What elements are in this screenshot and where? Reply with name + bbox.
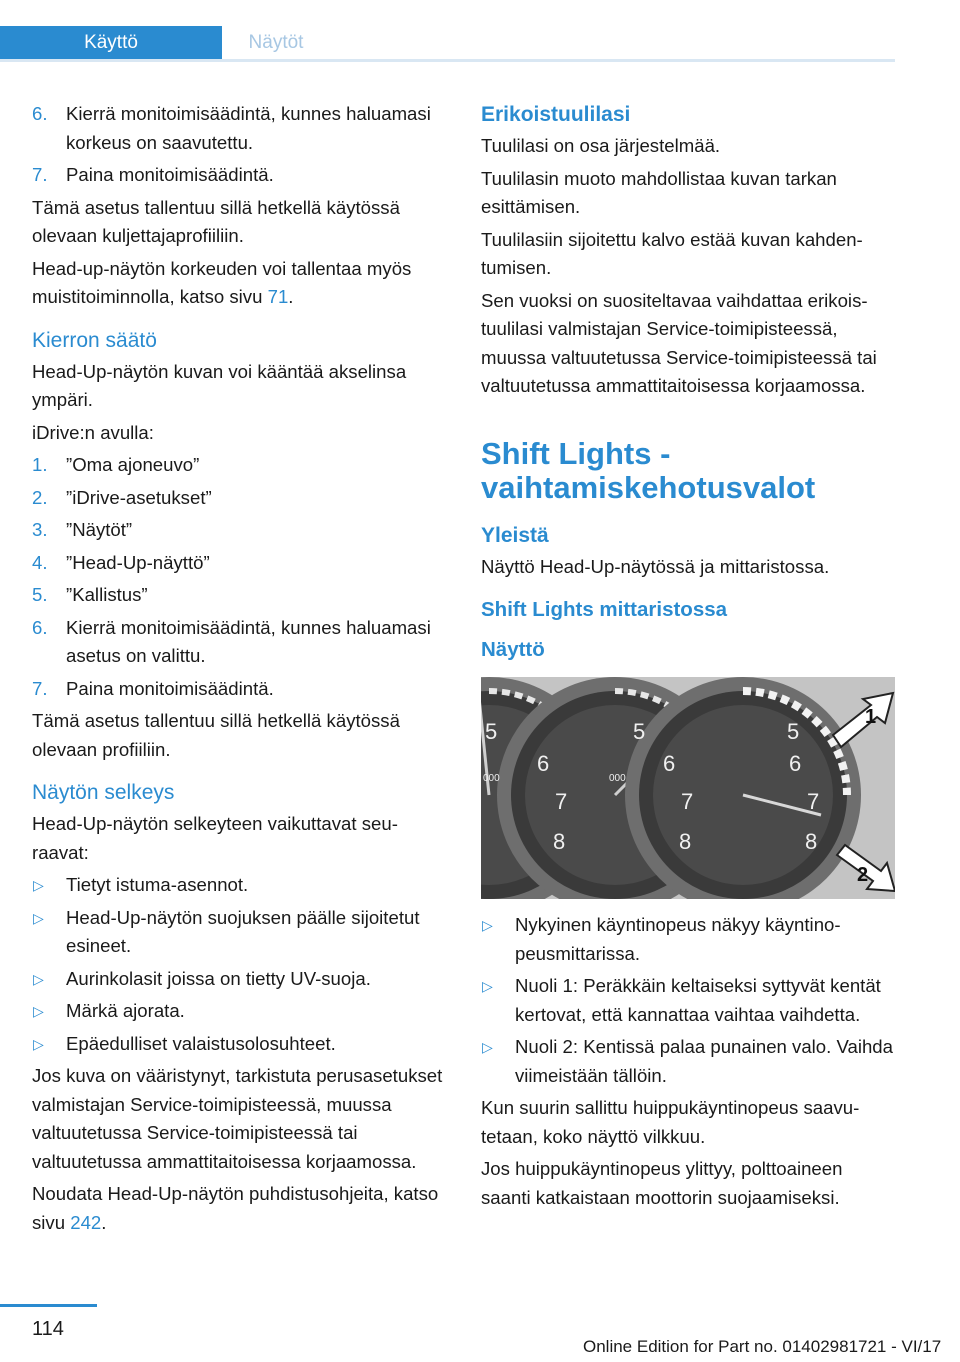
- paragraph-windshield-4: Sen vuoksi on suositeltavaa vaihdattaa erikoistuulilasi valmistajan Service-toimipisteessä, muussa valtuutetussa Service-toimipisteessä tai valtuutetussa ammattitaitoisessa korjaamossa.: [481, 289, 877, 396]
- triangle-bullet-icon: ▷: [33, 970, 44, 987]
- gauge-partial-label: 000: [483, 773, 500, 784]
- triangle-bullet-icon: ▷: [33, 877, 44, 893]
- list-item: [32, 871, 446, 900]
- shift-lights-bullets: [481, 911, 895, 1090]
- step-number: 6.: [32, 616, 48, 638]
- gauge-number: 5: [787, 719, 800, 744]
- paragraph-memory: [32, 255, 446, 312]
- clarity-bullets: [32, 871, 446, 1058]
- list-item: [32, 161, 446, 190]
- tab-naytot[interactable]: Näytöt: [248, 32, 304, 53]
- list-item: [32, 484, 446, 513]
- triangle-bullet-icon: ▷: [33, 1003, 44, 1019]
- step-text: ”Oma ajoneuvo”: [66, 454, 200, 475]
- step-text: ”Näytöt”: [66, 519, 133, 540]
- gauge-number: 8: [679, 829, 692, 854]
- gauge-number: 8: [553, 829, 566, 854]
- gauge-number: 7: [807, 789, 820, 814]
- bullet-text: Märkä ajorata.: [66, 1000, 185, 1021]
- list-item: [32, 1030, 446, 1059]
- paragraph-windshield-1: Tuulilasi on osa järjestelmää.: [481, 135, 721, 156]
- steps-rotation: [32, 451, 446, 703]
- list-item: [32, 614, 446, 671]
- page-link-71[interactable]: 71: [267, 286, 289, 307]
- gauge-number: 8: [805, 829, 818, 854]
- edition-note: Online Edition for Part no. 01402981721 - VI/17: [583, 1337, 942, 1356]
- step-number: 7.: [32, 677, 48, 699]
- triangle-bullet-icon: ▷: [482, 1039, 493, 1055]
- gauge-number: 7: [555, 789, 568, 814]
- step-text: Kierrä monitoimisäädintä, kunnes haluamasi asetus on valittu.: [66, 616, 431, 666]
- step-text: Paina monitoimisäädintä.: [66, 164, 274, 185]
- list-item: [32, 997, 446, 1026]
- tachometer-illustration: [481, 677, 895, 899]
- list-item: [481, 972, 895, 1029]
- gauge-number: 6: [789, 751, 802, 776]
- memory-text: Head-up-näytön korkeuden voi tallentaa myös muistitoiminnolla, katso sivu: [32, 257, 412, 307]
- gauge-partial-label: 000: [609, 773, 626, 784]
- heading-display: Näyttö: [481, 638, 545, 661]
- triangle-bullet-icon: ▷: [33, 909, 44, 926]
- bullet-text: Aurinkolasit joissa on tietty UV-suoja.: [66, 967, 371, 989]
- page-link-242[interactable]: 242: [70, 1211, 102, 1233]
- triangle-bullet-icon: ▷: [33, 1035, 44, 1052]
- paragraph-distorted: Jos kuva on vääristynyt, tarkistuta perusasetukset valmistajan Service-toimipisteessä, muussa valtuutetussa Service-toimipisteessä tai valtuutetussa ammattitaitoisessa korjaamossa.: [32, 1065, 443, 1172]
- paragraph-exceed-rpm: Jos huippukäyntinopeus ylittyy, polttoaineen saanti katkaistaan moottorin suojaamiseksi.: [481, 1158, 843, 1208]
- list-item: [32, 675, 446, 704]
- list-item: [481, 911, 895, 968]
- callout-number: 2: [857, 864, 869, 886]
- cleaning-period: .: [101, 1211, 107, 1233]
- list-item: [32, 581, 446, 610]
- page-number: 114: [32, 1318, 64, 1340]
- paragraph-windshield-2: Tuulilasin muoto mahdollistaa kuvan tarkan esittämisen.: [481, 167, 837, 217]
- bullet-text: Epäedulliset valaistusolosuhteet.: [66, 1032, 336, 1054]
- heading-clarity: Näytön selkeys: [32, 781, 175, 804]
- heading-general: Yleistä: [481, 523, 549, 547]
- paragraph-general: Näyttö Head-Up-näytössä ja mittaristossa.: [481, 555, 830, 577]
- bullet-text: Nuoli 1: Peräkkäin keltaiseksi syttyvät kentät kertovat, että kannattaa vaihtaa vaihdetta.: [515, 975, 881, 1025]
- list-item: [32, 451, 446, 480]
- list-item: [481, 1033, 895, 1090]
- triangle-bullet-icon: ▷: [482, 978, 493, 994]
- paragraph-clarity: Head-Up-näytön selkeyteen vaikuttavat seuraavat:: [32, 813, 398, 863]
- gauge-number: 5: [633, 719, 646, 744]
- tab-kaytto[interactable]: Käyttö: [0, 26, 222, 62]
- paragraph-windshield-3: Tuulilasiin sijoitettu kalvo estää kuvan kahdentumisen.: [481, 228, 863, 278]
- heading-rotation: Kierron säätö: [32, 328, 157, 352]
- heading-instrument-cluster: Shift Lights mittaristossa: [481, 598, 728, 621]
- tachometer-figure: [481, 677, 895, 899]
- bullet-text: Nykyinen käyntinopeus näkyy käyntinopeusmittarissa.: [515, 914, 841, 964]
- left-column: [32, 100, 446, 1241]
- right-column: [481, 100, 895, 1216]
- bullet-text: Head-Up-näytön suojuksen päälle sijoitetut esineet.: [66, 906, 420, 956]
- paragraph-save-profile: Tämä asetus tallentuu sillä hetkellä käytössä olevaan profiiliin.: [32, 710, 400, 760]
- bullet-text: Nuoli 2: Kentissä palaa punainen valo. Vaihda viimeistään tällöin.: [515, 1036, 893, 1086]
- step-text: Paina monitoimisäädintä.: [66, 677, 274, 699]
- gauge-number: 6: [537, 751, 550, 776]
- triangle-bullet-icon: ▷: [482, 917, 493, 933]
- paragraph-rotation: Head-Up-näytön kuvan voi kääntää akselinsa ympäri.: [32, 360, 407, 410]
- step-text: Kierrä monitoimisäädintä, kunnes haluamasi korkeus on saavutettu.: [66, 103, 431, 153]
- callout-number: 1: [865, 706, 877, 728]
- step-number: 4.: [32, 551, 48, 573]
- list-item: [32, 100, 446, 157]
- header-rule: [0, 59, 895, 62]
- memory-period: .: [288, 286, 294, 307]
- step-text: ”iDrive-asetukset”: [66, 486, 212, 508]
- step-text: ”Head-Up-näyttö”: [66, 551, 210, 573]
- list-item: [32, 549, 446, 578]
- gauge-number: 5: [485, 719, 498, 744]
- gauge-number: 7: [681, 789, 694, 814]
- steps-height: [32, 100, 446, 190]
- gauge-number: 6: [663, 751, 676, 776]
- list-item: [32, 965, 446, 994]
- bullet-text: Tietyt istuma-asennot.: [66, 874, 249, 895]
- step-number: 6.: [32, 103, 48, 124]
- heading-shift-lights: Shift Lights -vaihtamiskehotusvalot: [481, 435, 816, 505]
- footer-rule: [0, 1304, 97, 1307]
- step-number: 5.: [32, 584, 48, 605]
- list-item: [32, 516, 446, 545]
- heading-windshield: Erikoistuulilasi: [481, 103, 631, 126]
- step-number: 3.: [32, 519, 48, 540]
- step-number: 7.: [32, 164, 48, 185]
- paragraph-max-rpm: Kun suurin sallittu huippukäyntinopeus saavutetaan, koko näyttö vilkkuu.: [481, 1097, 860, 1147]
- paragraph-cleaning: [32, 1180, 446, 1237]
- paragraph-idrive: iDrive:n avulla:: [32, 421, 154, 443]
- header-tabs: [0, 26, 895, 62]
- list-item: [32, 904, 446, 961]
- paragraph-save-driver: Tämä asetus tallentuu sillä hetkellä käytössä olevaan kuljettajaprofiiliin.: [32, 196, 400, 246]
- step-number: 1.: [32, 454, 48, 475]
- cleaning-text: Noudata Head-Up-näytön puhdistusohjeita, katso sivu: [32, 1183, 439, 1233]
- step-text: ”Kallistus”: [66, 584, 148, 605]
- step-number: 2.: [32, 486, 48, 508]
